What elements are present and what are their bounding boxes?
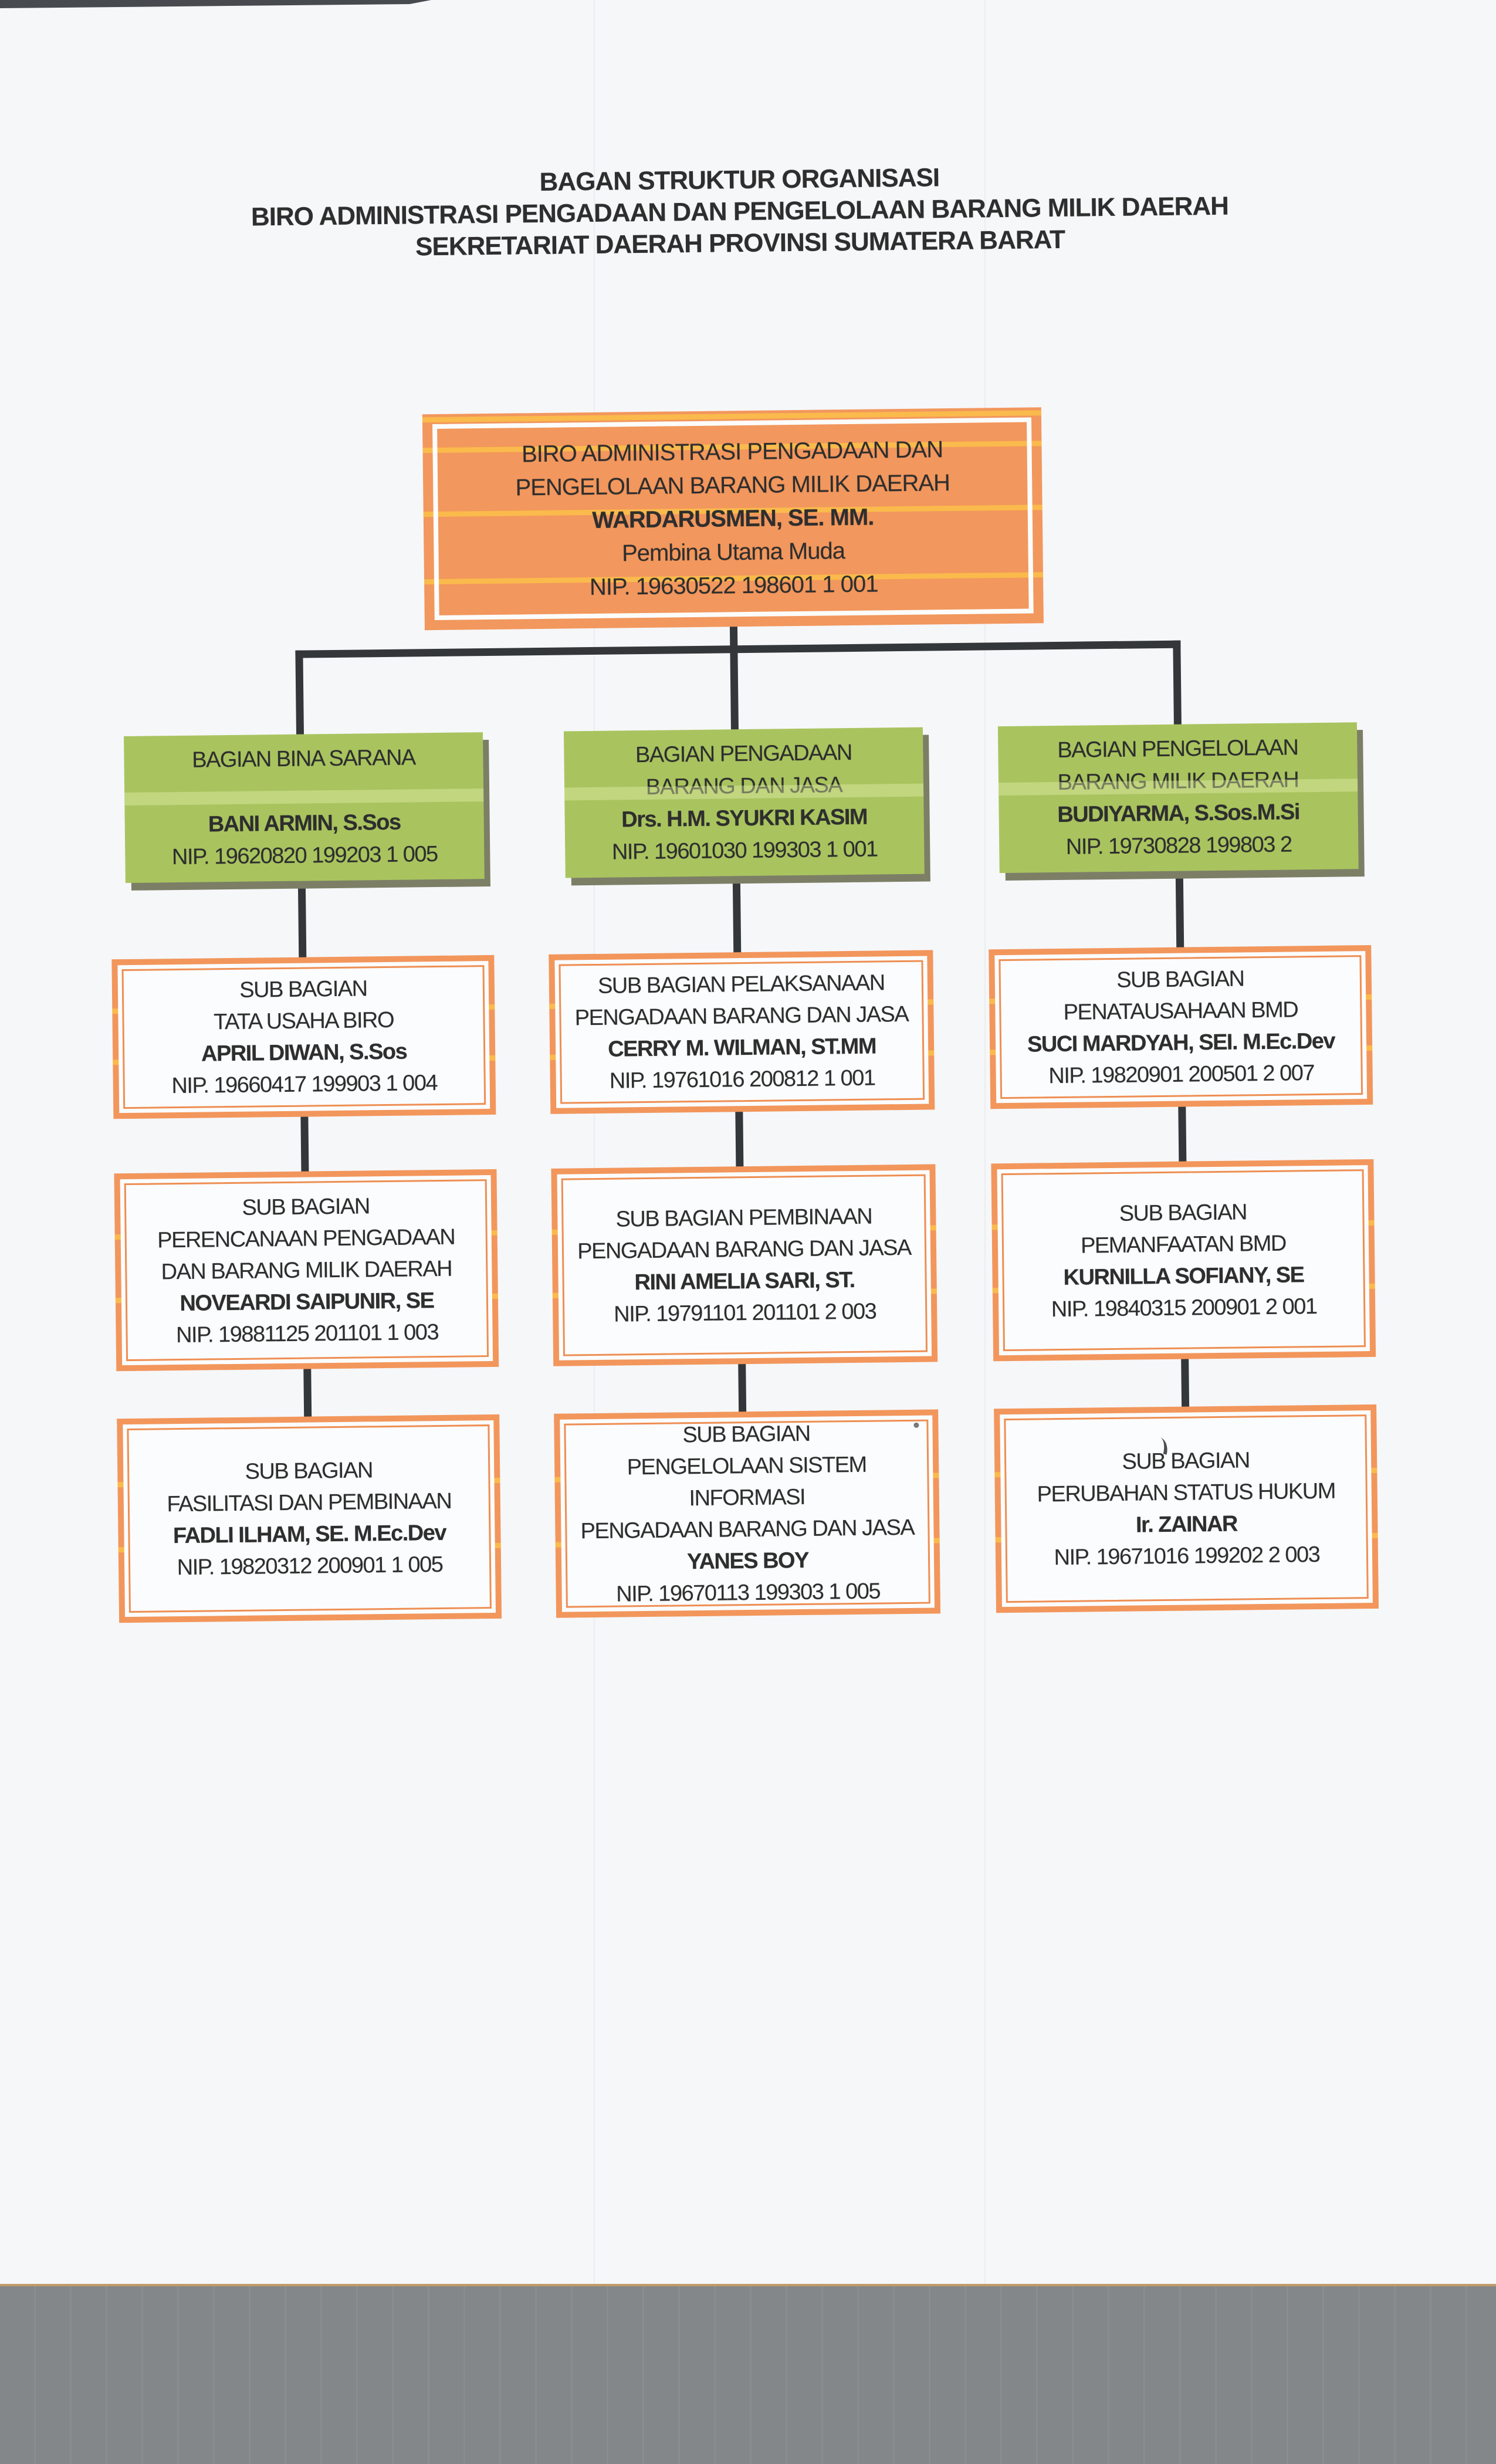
org-box-sub-pembinaan-pengadaan [551,1164,937,1366]
org-box-bagian-pengelolaan [998,722,1359,873]
sub-officer-nip: NIP. 19670113 199303 1 005 [616,1579,881,1607]
bagian-officer-nip: NIP. 19730828 199803 2 [1065,832,1292,859]
sub-officer-name: RINI AMELIA SARI, ST. [634,1267,855,1295]
org-box-sub-fasilitasi-pembinaan [117,1414,502,1623]
connector-line [295,651,304,736]
connector-line [295,641,1180,658]
sub-box-text [563,964,921,1100]
head-box-text [446,431,1020,607]
org-box-sub-pengelolaan-sistem-informasi [554,1409,940,1617]
org-box-sub-tata-usaha-biro [111,955,496,1119]
org-box-bagian-pengadaan [564,727,925,878]
connector-line [735,1111,743,1167]
sub-box-text [1006,1173,1362,1347]
sub-title: SUB BAGIAN PENGELOLAAN SISTEM INFORMASI PENGADAAN BARANG DAN JASA [580,1421,915,1544]
sub-title: SUB BAGIAN PERUBAHAN STATUS HUKUM [1037,1448,1336,1507]
bagian-officer-name: BUDIYARMA, S.Sos.M.Si [1057,800,1300,828]
sub-officer-name: FADLI ILHAM, SE. M.Ec.Dev [172,1520,446,1549]
connector-line [1181,1358,1189,1408]
scan-artifact-line [124,788,483,805]
sub-officer-name: SUCI MARDYAH, SEI. M.Ec.Dev [1027,1028,1335,1057]
head-officer-rank: Pembina Utama Muda [621,537,845,566]
connector-line [1173,641,1182,726]
sub-officer-name: NOVEARDI SAIPUNIR, SE [180,1288,434,1316]
sub-officer-nip: NIP. 19671016 199202 2 003 [1054,1542,1320,1571]
scanner-gray-band [0,2284,1496,2464]
sub-officer-nip: NIP. 19761016 200812 1 001 [609,1065,875,1094]
head-officer-nip: NIP. 19630522 198601 1 001 [589,570,878,600]
bagian-title: BAGIAN PENGELOLAAN BARANG MILIK DAERAH [1057,735,1299,795]
head-unit-title: BIRO ADMINISTRASI PENGADAAN DAN PENGELOLAAN BARANG MILIK DAERAH [515,436,950,500]
sub-officer-nip: NIP. 19820312 200901 1 005 [177,1552,443,1580]
connector-line [730,645,739,731]
org-box-biro-head [422,407,1044,630]
sub-box-text [1003,959,1359,1095]
bagian-officer-name: BANI ARMIN, S.Sos [208,810,401,837]
sub-officer-nip: NIP. 19820901 200501 2 007 [1048,1061,1315,1089]
sub-title: SUB BAGIAN PENATAUSAHAAN BMD [1063,966,1298,1025]
sub-officer-name: APRIL DIWAN, S.Sos [201,1039,407,1067]
sub-box-text [568,1421,926,1607]
sub-box-text [128,1183,485,1357]
connector-line [738,1362,746,1413]
sub-title: SUB BAGIAN PERENCANAAN PENGADAAN DAN BARANG MILIK DAERAH [157,1193,455,1284]
sub-officer-nip: NIP. 19791101 201101 2 003 [613,1299,876,1327]
head-officer-name: WARDARUSMEN, SE. MM. [592,504,874,533]
sub-box-text [131,1429,487,1609]
sub-officer-name: KURNILLA SOFIANY, SE [1063,1262,1304,1290]
sub-box-text [126,969,482,1105]
org-box-sub-perencanaan-pengadaan [114,1169,499,1371]
connector-line [1178,1106,1186,1163]
bagian-officer-nip: NIP. 19601030 199303 1 001 [611,837,878,865]
sub-title: SUB BAGIAN TATA USAHA BIRO [213,976,394,1035]
sub-title: SUB BAGIAN PEMANFAATAN BMD [1080,1199,1287,1258]
sub-officer-name: CERRY M. WILMAN, ST.MM [607,1034,876,1062]
connector-line [733,874,742,954]
org-box-sub-perubahan-status-hukum [994,1404,1379,1613]
connector-line [298,879,307,959]
bagian-title: BAGIAN BINA SARANA [191,745,415,773]
scan-artifact-mark [913,1423,919,1428]
bagian-officer-name: Drs. H.M. SYUKRI KASIM [621,804,868,832]
sub-officer-nip: NIP. 19881125 201101 1 003 [175,1319,439,1348]
bagian-officer-nip: NIP. 19620820 199203 1 005 [171,841,438,870]
org-box-bagian-bina-sarana [124,732,485,883]
sub-box-text [566,1179,923,1352]
sub-box-text [1008,1419,1364,1599]
document-title: BAGAN STRUKTUR ORGANISASI BIRO ADMINISTRASI PENGADAAN DAN PENGELOLAAN BARANG MILIK DAERAH SEKRETARIAT DAERAH PROVINSI SUMATERA BARAT [251,163,1229,262]
sub-title: SUB BAGIAN FASILITASI DAN PEMBINAAN [167,1458,452,1517]
org-box-sub-pelaksanaan-pengadaan [549,950,935,1113]
sub-title: SUB BAGIAN PEMBINAAN PENGADAAN BARANG DAN JASA [577,1204,911,1264]
org-box-sub-penatausahaan-bmd [989,945,1373,1109]
sub-officer-nip: NIP. 19660417 199903 1 004 [171,1071,438,1099]
connector-line [303,1367,312,1417]
org-box-sub-pemanfaatan-bmd [991,1159,1376,1361]
sub-officer-nip: NIP. 19840315 200901 2 001 [1051,1294,1317,1322]
connector-line [300,1116,309,1173]
sub-officer-name: Ir. ZAINAR [1135,1511,1238,1538]
bagian-title: BAGIAN PENGADAAN BARANG DAN JASA [635,740,852,800]
connector-line [1176,869,1184,949]
sub-officer-name: YANES BOY [686,1548,809,1575]
sub-title: SUB BAGIAN PELAKSANAAN PENGADAAN BARANG DAN JASA [574,970,909,1031]
